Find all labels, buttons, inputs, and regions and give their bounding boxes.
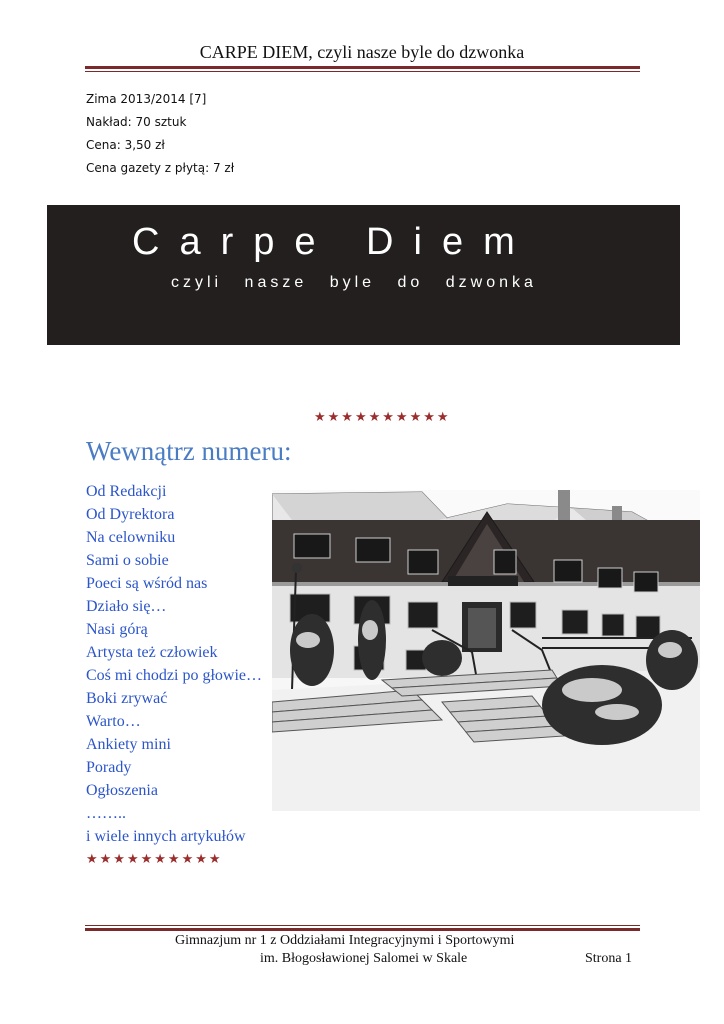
contents-item[interactable]: Warto… — [86, 713, 141, 730]
school-building-photo — [272, 490, 700, 811]
masthead-banner — [47, 205, 680, 345]
contents-heading: Wewnątrz numeru: — [86, 436, 292, 466]
issue-price: Cena: 3,50 zł — [86, 138, 165, 152]
contents-item[interactable]: …….. — [86, 805, 126, 822]
footer-rule — [85, 925, 640, 931]
contents-item[interactable]: Na celowniku — [86, 529, 176, 546]
contents-item[interactable]: Coś mi chodzi po głowie… — [86, 667, 262, 684]
masthead-title: Carpe Diem — [132, 221, 535, 263]
contents-item[interactable]: Od Dyrektora — [86, 506, 175, 523]
contents-item[interactable]: Porady — [86, 759, 132, 776]
contents-item[interactable]: i wiele innych artykułów — [86, 828, 246, 845]
contents-item[interactable]: Sami o sobie — [86, 552, 169, 569]
contents-item[interactable]: Artysta też człowiek — [86, 644, 218, 661]
contents-item[interactable]: Boki zrywać — [86, 690, 168, 707]
contents-item[interactable]: Ogłoszenia — [86, 782, 158, 799]
contents-item[interactable]: Działo się… — [86, 598, 167, 615]
contents-item[interactable]: Ankiety mini — [86, 736, 171, 753]
contents-item[interactable]: Poeci są wśród nas — [86, 575, 208, 592]
issue-edition: Zima 2013/2014 [7] — [86, 92, 207, 106]
star-divider-top: ★★★★★★★★★★ — [314, 409, 451, 424]
contents-item[interactable]: Nasi górą — [86, 621, 148, 638]
star-divider-bottom: ★★★★★★★★★★ — [86, 851, 223, 866]
contents-list — [86, 480, 262, 848]
contents-item[interactable]: Od Redakcji — [86, 483, 167, 500]
masthead-subtitle: czyli nasze byle do dzwonka — [171, 274, 537, 291]
page-header-title: CARPE DIEM, czyli nasze byle do dzwonka — [199, 42, 525, 62]
footer-school-name: Gimnazjum nr 1 z Oddziałami Integracyjnymi i Sportowymi — [175, 933, 515, 948]
footer-school-patron: im. Błogosławionej Salomei w Skale — [260, 951, 468, 966]
footer-page-number: Strona 1 — [585, 951, 633, 966]
issue-price-with-cd: Cena gazety z płytą: 7 zł — [86, 161, 235, 175]
header-rule — [85, 66, 640, 72]
issue-circulation: Nakład: 70 sztuk — [86, 115, 187, 129]
issue-info — [86, 88, 234, 180]
